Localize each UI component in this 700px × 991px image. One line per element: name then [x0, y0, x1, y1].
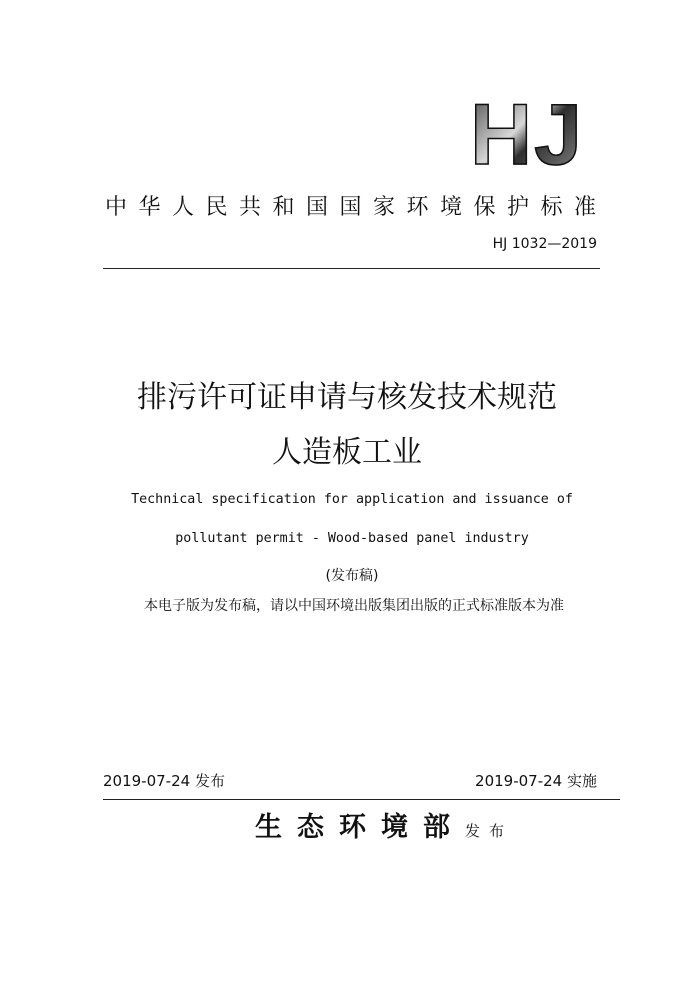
top-divider [103, 268, 600, 269]
issuer-action: 发布 [465, 822, 514, 840]
title-zh-line-1: 排污许可证申请与核发技术规范 [137, 380, 557, 415]
implementation-date: 2019-07-24 实施 [475, 772, 597, 790]
standard-number: HJ 1032—2019 [492, 236, 597, 252]
title-zh-line-2: 人造板工业 [272, 435, 422, 470]
edition-notice: 本电子版为发布稿，请以中国环境出版集团出版的正式标准版本为准 [144, 598, 564, 614]
issuer-name: 生态环境部 [255, 812, 465, 843]
issuer-block [255, 810, 513, 849]
draft-label: (发布稿) [325, 568, 379, 584]
bottom-divider [103, 799, 620, 800]
national-standard-heading: 中华人民共和国国家环境保护标准 [105, 195, 608, 220]
hj-logo: HJ [470, 87, 584, 183]
title-en-line-2: pollutant permit - Wood-based panel industry [175, 531, 529, 546]
release-date: 2019-07-24 发布 [103, 772, 225, 790]
title-en-line-1: Technical specification for application and issuance of [131, 492, 573, 507]
